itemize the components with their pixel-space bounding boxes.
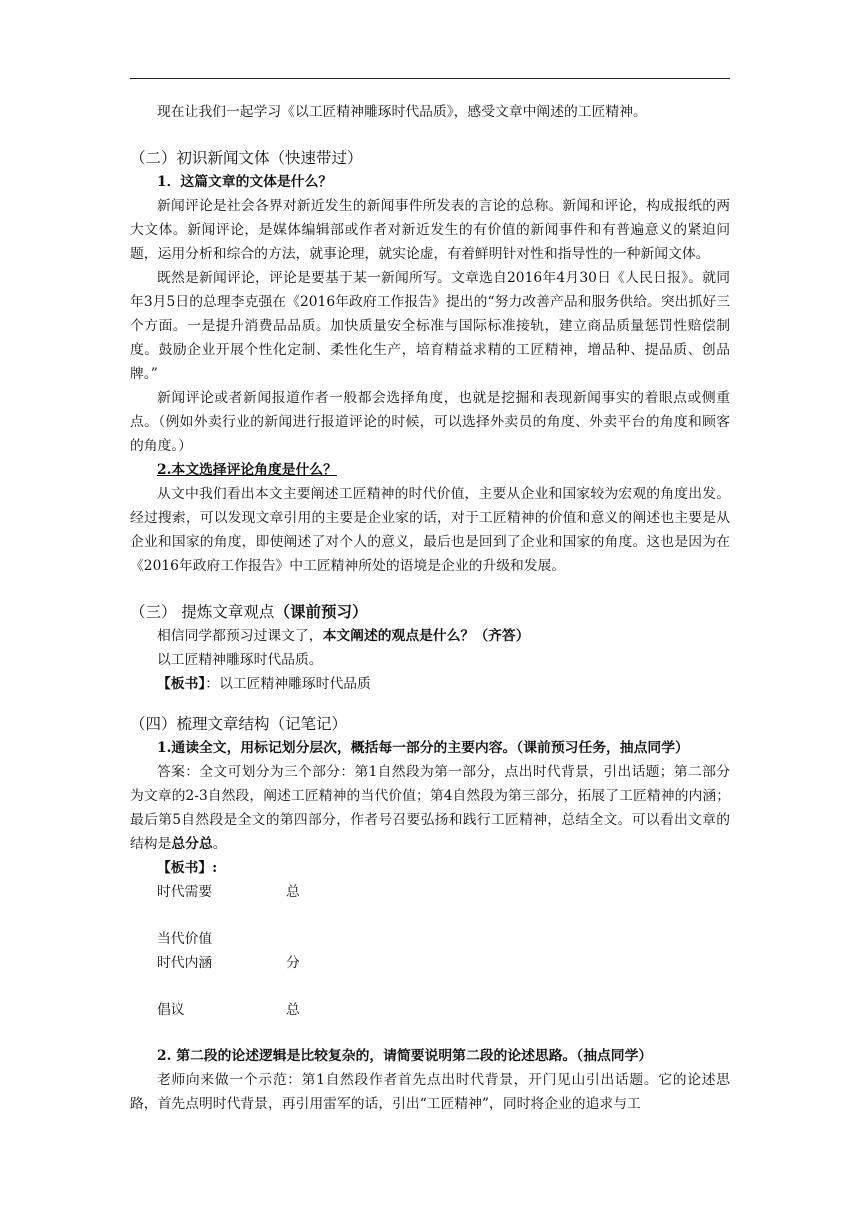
section-2-paragraph-3: 新闻评论或者新闻报道作者一般都会选择角度，也就是挖掘和表现新闻事实的着眼点或侧重点。（例如外卖行业的新闻进行报道评论的时候，可以选择外卖员的角度、外卖平台的角度和顾客的角度。） [130, 390, 730, 454]
section-3-line-1 [130, 624, 730, 648]
section-3-line-1-b: 本文阐述的观点是什么？（齐答） [322, 628, 530, 644]
board-text: ：以工匠精神雕琢时代品质 [205, 676, 371, 692]
table-row [157, 951, 730, 975]
table-row [157, 998, 730, 1022]
spacer [130, 1022, 730, 1044]
spacer [157, 975, 730, 998]
spacer [130, 124, 730, 146]
section-3-title: （三） 提炼文章观点 [130, 603, 275, 621]
table-row [157, 927, 730, 951]
structure-table [130, 880, 730, 1022]
section-4-heading: （四）梳理文章结构（记笔记） [130, 715, 348, 733]
board-label: 【板书】 [157, 676, 206, 692]
section-2-question-2 [130, 458, 730, 482]
section-4-question-1: 1.通读全文，用标记划分层次，概括每一部分的主要内容。（课前预习任务，抽点同学） [157, 740, 689, 756]
section-2-paragraph-1: 新闻评论是社会各界对新近发生的新闻事件所发表的言论的总称。新闻和评论，构成报纸的两大文体。新闻评论，是媒体编辑部或作者对新近发生的有价值的新闻事件和有普遍意义的紧迫问题，运用分析和综合的方法，就事论理，就实论虚，有着鲜明针对性和指导性的一种新闻文体。 [130, 198, 730, 262]
row-value: 分 [286, 955, 300, 971]
spacer [130, 578, 730, 600]
row-label: 当代价值 [157, 931, 213, 947]
section-4-last-paragraph: 老师向来做一个示范：第1自然段作者首先点出时代背景，开门见山引出话题。它的论述思路，首先点明时代背景，再引用雷军的话，引出“工匠精神”，同时将企业的追求与工 [130, 1072, 730, 1112]
spacer [157, 904, 730, 927]
row-label: 时代需要 [157, 884, 213, 900]
section-3-line-1-a: 相信同学都预习过课文了， [157, 628, 323, 644]
section-3-line-2: 以工匠精神雕琢时代品质。 [157, 652, 323, 668]
question-2-text: 2.本文选择评论角度是什么？ [157, 462, 337, 478]
spacer [130, 696, 730, 712]
section-2-heading: （二）初识新闻文体（快速带过） [130, 149, 363, 167]
table-row [157, 880, 730, 904]
row-label: 时代内涵 [157, 955, 213, 971]
section-2-paragraph-4: 从文中我们看出本文主要阐述工匠精神的时代价值，主要从企业和国家较为宏观的角度出发。经过搜索，可以发现文章引用的主要是企业家的话，对于工匠精神的价值和意义的阐述也主要是从企业和国家的角度，即使阐述了对个人的意义，最后也是回到了企业和国家的角度。这也是因为在《2016年政府工作报告》中工匠精神所处的语境是企业的升级和发展。 [130, 486, 730, 574]
row-value: 总 [286, 884, 300, 900]
answer-structure: 总分总 [171, 836, 213, 852]
row-value: 总 [286, 1002, 300, 1018]
answer-text: 答案：全文可划分为三个部分：第1自然段为第一部分，点出时代背景，引出话题；第二部分为文章的2-3自然段，阐述工匠精神的当代价值；第4自然段为第三部分，拓展了工匠精神的内涵；最后第5自然段是全文的第四部分，作者号召要弘扬和践行工匠精神，总结全文。可以看出文章的结构是 [130, 764, 730, 852]
section-3-board [130, 672, 730, 696]
header-rule [130, 78, 730, 79]
section-4-question-2: 2. 第二段的论述逻辑是比较复杂的，请简要说明第二段的论述思路。（抽点同学） [157, 1048, 653, 1064]
answer-end: 。 [212, 836, 227, 852]
section-2-question-1: 1．这篇文章的文体是什么？ [157, 174, 333, 190]
document-body [130, 100, 730, 1116]
section-4-board-label: 【板书】: [157, 860, 218, 876]
section-3-heading [130, 600, 730, 624]
row-label: 倡议 [157, 1002, 185, 1018]
section-3-note: （课前预习） [274, 602, 368, 621]
section-4-answer [130, 760, 730, 856]
section-2-paragraph-2: 既然是新闻评论，评论是要基于某一新闻所写。文章选自2016年4月30日《人民日报》。就同年3月5日的总理李克强在《2016年政府工作报告》提出的“努力改善产品和服务供给。突出抓好三个方面。一是提升消费品品质。加快质量安全标准与国际标准接轨，建立商品质量惩罚性赔偿制度。鼓励企业开展个性化定制、柔性化生产，培育精益求精的工匠精神，增品种、提品质、创品牌。” [130, 270, 730, 382]
intro-paragraph: 现在让我们一起学习《以工匠精神雕琢时代品质》，感受文章中阐述的工匠精神。 [157, 104, 647, 120]
